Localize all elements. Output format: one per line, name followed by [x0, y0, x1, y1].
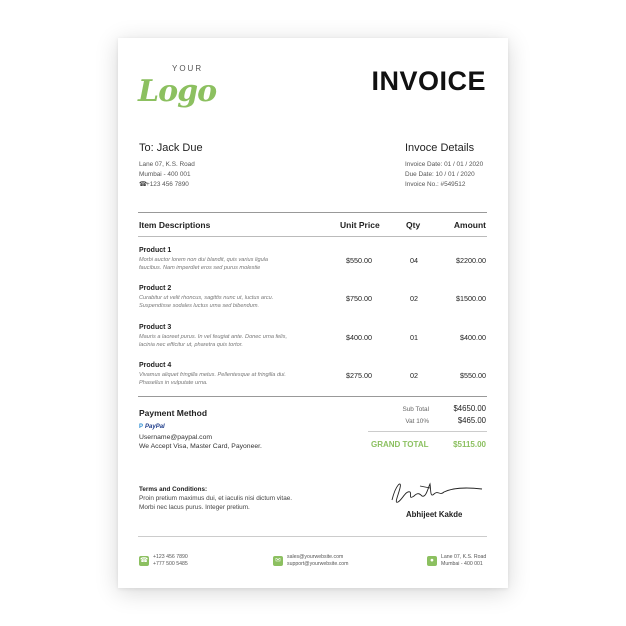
row-product-description: Curabitur ut velit rhoncus, sagittis nunc ut, luctus arcu. Suspendisse sodales luctus urna sed bibendum.: [139, 295, 274, 309]
grand-total-label: GRAND TOTAL: [371, 440, 429, 449]
row-product-name: Product 1: [139, 247, 172, 254]
row-product-name: Product 2: [139, 285, 172, 292]
header-unit-price: Unit Price: [340, 220, 380, 230]
grand-total-value: $5115.00: [453, 440, 486, 449]
table-row: [118, 247, 508, 285]
totals-divider: [368, 431, 487, 432]
logo-script-text: Logo: [138, 74, 217, 109]
sub-total-label: Sub Total: [402, 406, 429, 413]
company-logo: [138, 60, 218, 116]
footer-address: [441, 554, 486, 568]
row-product-description: Morbi auctor lorem non dui blandit, quis varius ligula faucibus. Nam imperdiet eros sed purus molestie: [139, 257, 269, 271]
recipient-address-line2: Mumbai - 400 001: [139, 171, 191, 178]
footer-phones: [153, 554, 188, 568]
header-amount: Amount: [453, 220, 486, 230]
footer-address-2: Mumbai - 400 001: [441, 560, 483, 567]
table-row: [118, 362, 508, 400]
signature-image: [386, 474, 486, 508]
invoice-number: Invoice No.: #549512: [405, 181, 466, 188]
footer-phone-1: +123 456 7890: [153, 554, 188, 560]
email-icon: ✉: [273, 556, 283, 566]
header-qty: Qty: [406, 220, 421, 230]
table-row: [118, 285, 508, 323]
footer-phone-2: +777 500 5485: [153, 560, 188, 567]
row-amount: $550.00: [460, 371, 486, 380]
invoice-date: Invoice Date: 01 / 01 / 2020: [405, 161, 484, 168]
payment-email: Username@paypal.com: [139, 434, 213, 441]
row-product-name: Product 3: [139, 324, 172, 331]
items-bottom-divider: [138, 396, 487, 397]
recipient-block: [139, 142, 203, 190]
recipient-phone-line: [139, 180, 203, 190]
table-row: [118, 324, 508, 362]
row-amount: $400.00: [460, 333, 486, 342]
signatory-name: Abhijeet Kakde: [406, 510, 463, 519]
due-date: Due Date: 10 / 01 / 2020: [405, 171, 475, 178]
row-unit-price: $550.00: [346, 256, 372, 265]
row-qty: 01: [410, 333, 418, 342]
row-qty: 04: [410, 256, 418, 265]
terms-text: Proin pretium maximus dui, et iaculis nisi dictum vitae. Morbi nec lacus purus. Integer pretium.: [139, 495, 293, 511]
recipient-name: To: Jack Due: [139, 142, 203, 154]
row-unit-price: $750.00: [346, 294, 372, 303]
row-product-description: Vivamus aliquet fringilla metus. Pellentesque at fringilla dui. Phasellus in vulputate urna.: [139, 372, 286, 386]
row-unit-price: $400.00: [346, 333, 372, 342]
payment-method-title: Payment Method: [139, 408, 208, 418]
invoice-details-block: [405, 142, 483, 190]
vat-label: Vat 10%: [405, 418, 429, 425]
row-unit-price: $275.00: [346, 371, 372, 380]
table-top-divider: [138, 212, 487, 213]
terms-title: Terms and Conditions:: [139, 486, 208, 493]
footer-divider: [138, 536, 487, 537]
row-amount: $1500.00: [456, 294, 486, 303]
phone-icon: ☎: [139, 557, 149, 564]
row-amount: $2200.00: [456, 256, 486, 265]
location-icon: ●: [427, 556, 437, 566]
footer-address-1: Lane 07, K.S. Road: [441, 554, 487, 560]
terms-block: [139, 486, 309, 512]
recipient-phone: +123 456 7890: [146, 181, 189, 188]
recipient-address-line1: Lane 07, K.S. Road: [139, 161, 195, 168]
row-qty: 02: [410, 371, 418, 380]
table-header-divider: [138, 236, 487, 237]
invoice-title: INVOICE: [371, 66, 486, 96]
invoice-sheet: [118, 38, 508, 588]
row-qty: 02: [410, 294, 418, 303]
payment-accepted-cards: We Accept Visa, Master Card, Payoneer.: [139, 443, 262, 450]
phone-icon: ☎: [139, 181, 148, 188]
logo-top-text: YOUR: [172, 64, 204, 73]
paypal-wordmark: PayPal: [145, 424, 165, 430]
vat-value: $465.00: [457, 416, 486, 425]
header-item-descriptions: Item Descriptions: [139, 220, 211, 230]
invoice-details-title: Invoce Details: [405, 142, 475, 154]
sub-total-value: $4650.00: [453, 404, 486, 413]
footer-email-2: support@yourwebsite.com: [287, 560, 349, 567]
footer-emails: [287, 554, 349, 568]
row-product-description: Mauris a laoreet purus. In vel feugiat ante. Donec urna felis, lacinia nec efficitur ut, pharetra quis tortor.: [139, 334, 288, 348]
row-product-name: Product 4: [139, 362, 172, 369]
paypal-icon: P: [139, 424, 144, 430]
paypal-logo: [139, 424, 165, 430]
footer-email-1: sales@yourwebsite.com: [287, 554, 344, 560]
